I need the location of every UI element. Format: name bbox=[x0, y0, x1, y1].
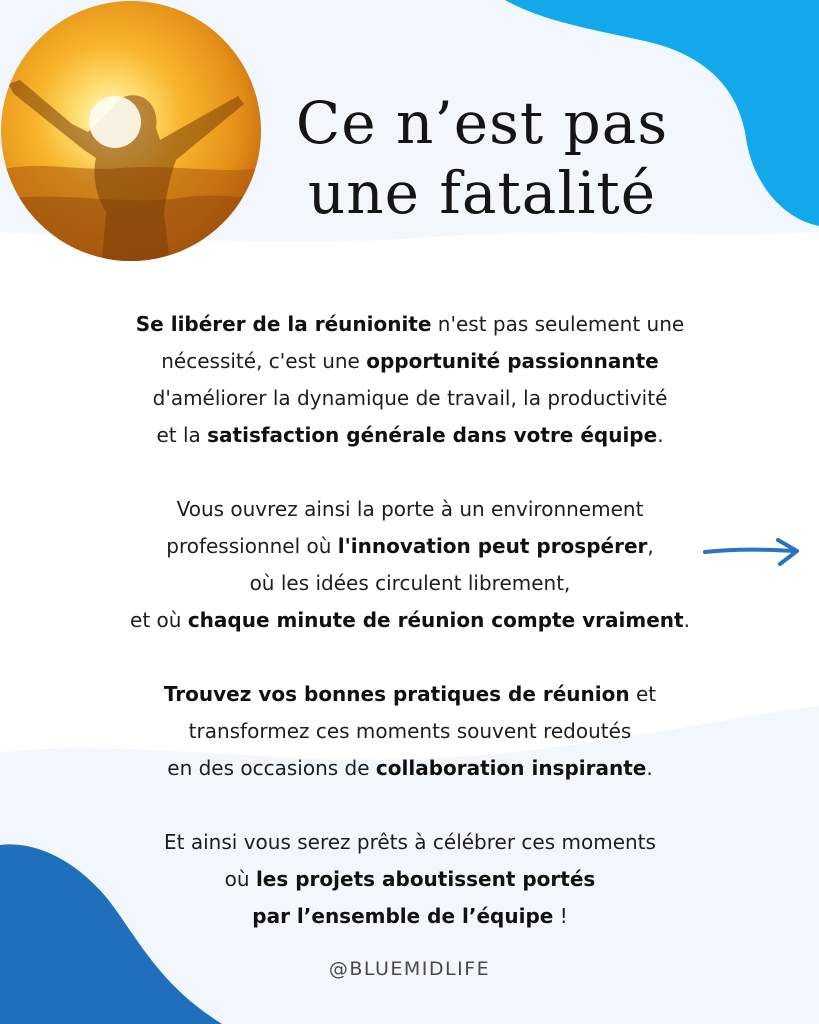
paragraph-3 bbox=[60, 676, 760, 787]
body-text bbox=[60, 306, 760, 972]
text-line bbox=[60, 676, 760, 713]
text-run: Vous ouvrez ainsi la porte à un environnement bbox=[176, 497, 644, 521]
text-run: n'est pas seulement une bbox=[431, 312, 685, 336]
text-line bbox=[60, 565, 760, 602]
arrow-right-icon bbox=[702, 536, 802, 568]
bold-phrase: chaque minute de réunion compte vraiment bbox=[187, 608, 684, 632]
paragraph-2 bbox=[60, 491, 760, 639]
text-run: et bbox=[629, 682, 657, 706]
text-line bbox=[60, 417, 760, 454]
bold-phrase: satisfaction générale dans votre équipe bbox=[207, 423, 658, 447]
sunset-person-photo bbox=[0, 0, 262, 262]
text-line bbox=[60, 861, 760, 898]
paragraph-1 bbox=[60, 306, 760, 454]
title-line-2: une fatalité bbox=[307, 159, 657, 227]
bold-phrase: opportunité passionnante bbox=[366, 349, 659, 373]
bold-phrase: Se libérer de la réunionite bbox=[135, 312, 432, 336]
text-line bbox=[60, 750, 760, 787]
text-run: . bbox=[646, 756, 653, 780]
paragraph-4 bbox=[60, 824, 760, 935]
bold-phrase: par l’ensemble de l’équipe bbox=[252, 904, 554, 928]
text-run: nécessité, c'est une bbox=[161, 349, 367, 373]
text-line bbox=[60, 898, 760, 935]
text-line bbox=[60, 824, 760, 861]
page-title bbox=[272, 88, 692, 228]
social-handle: @BLUEMIDLIFE bbox=[328, 958, 491, 980]
text-line bbox=[60, 380, 760, 417]
bold-phrase: Trouvez vos bonnes pratiques de réunion bbox=[163, 682, 630, 706]
text-run: . bbox=[683, 608, 690, 632]
text-run: transformez ces moments souvent redoutés bbox=[188, 719, 632, 743]
text-run: ! bbox=[553, 904, 568, 928]
text-line bbox=[60, 713, 760, 750]
text-run: où les idées circulent librement, bbox=[249, 571, 571, 595]
text-run: Et ainsi vous serez prêts à célébrer ces moments bbox=[164, 830, 656, 854]
bold-phrase: collaboration inspirante bbox=[375, 756, 647, 780]
text-line bbox=[60, 306, 760, 343]
text-run: et la bbox=[156, 423, 208, 447]
text-line bbox=[60, 602, 760, 639]
text-line bbox=[60, 491, 760, 528]
text-run: . bbox=[657, 423, 664, 447]
text-run: en des occasions de bbox=[167, 756, 376, 780]
text-run: professionnel où bbox=[166, 534, 338, 558]
bold-phrase: l'innovation peut prospérer bbox=[337, 534, 648, 558]
text-line bbox=[60, 528, 760, 565]
text-run: où bbox=[224, 867, 256, 891]
text-line bbox=[60, 343, 760, 380]
bold-phrase: les projets aboutissent portés bbox=[255, 867, 596, 891]
title-line-1: Ce n’est pas bbox=[295, 89, 669, 157]
text-run: d'améliorer la dynamique de travail, la productivité bbox=[152, 386, 668, 410]
text-run: , bbox=[647, 534, 654, 558]
text-run: et où bbox=[130, 608, 188, 632]
